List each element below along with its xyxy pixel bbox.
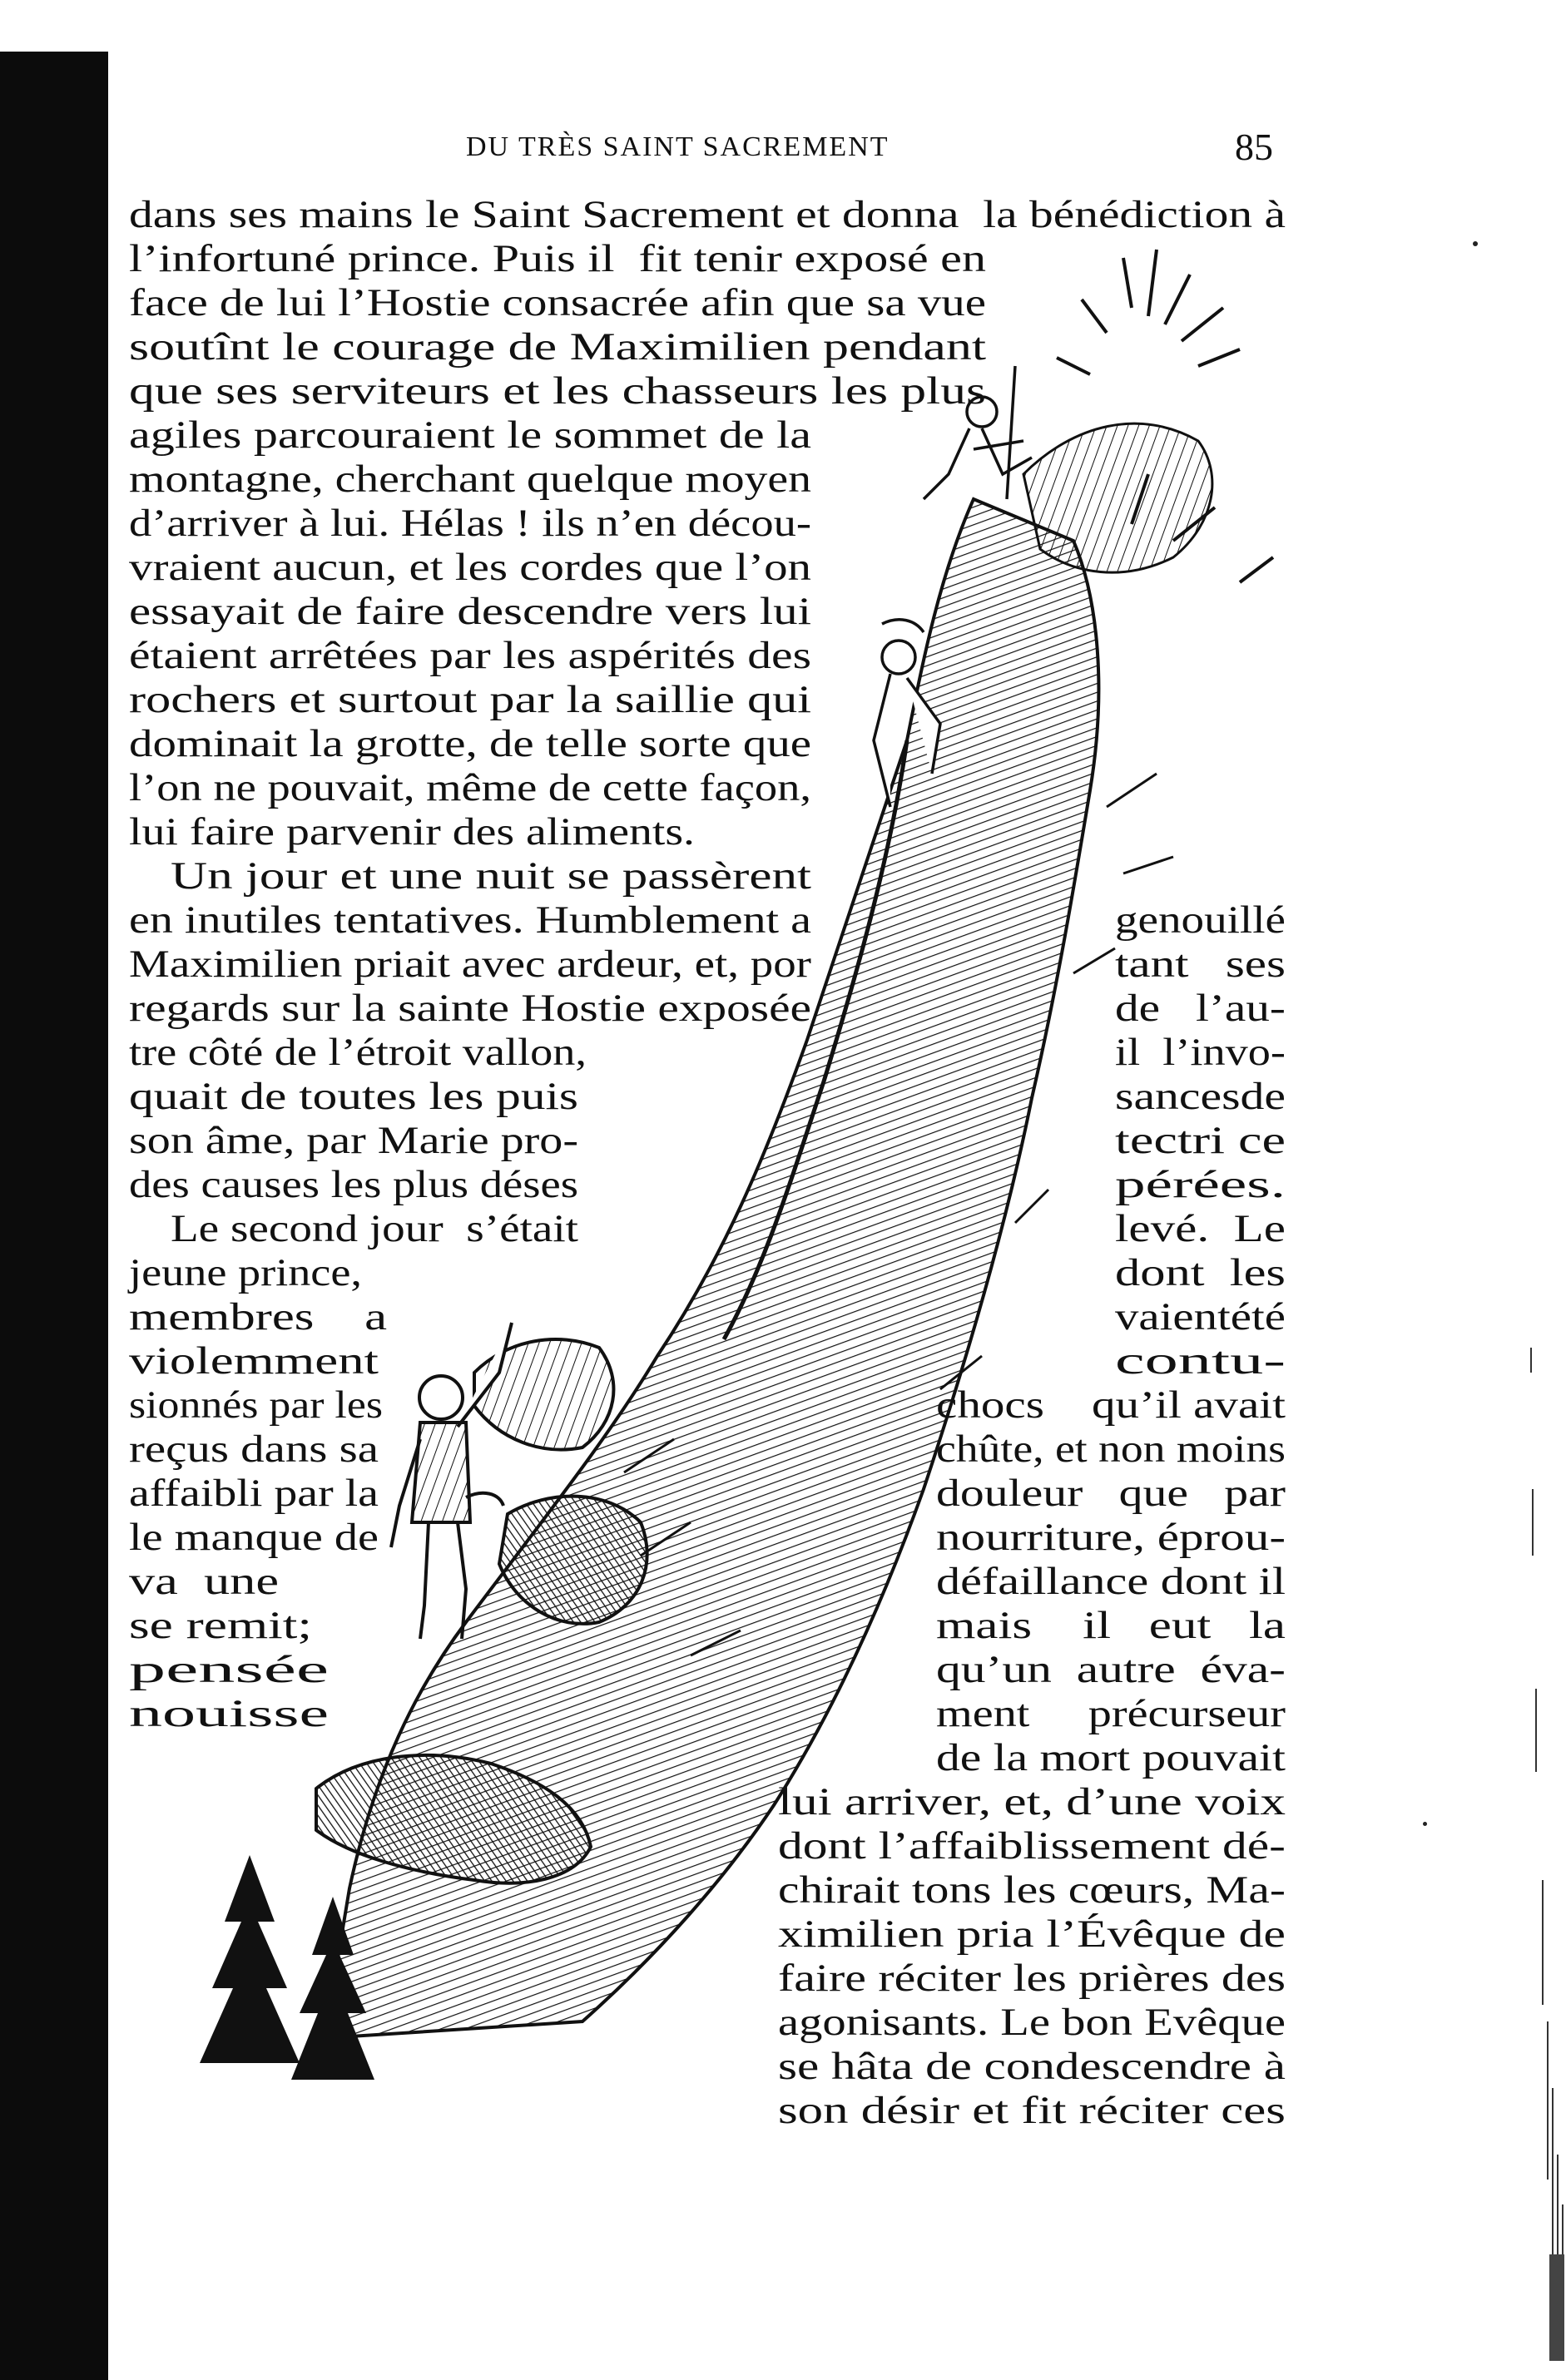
text-line: reçus dans sa — [129, 1428, 379, 1471]
text-line: nourriture, éprou- — [936, 1516, 1286, 1559]
text-line: montagne, cherchant quelque moyen — [129, 458, 812, 501]
text-line: lui arriver, et, d’une voix — [778, 1780, 1286, 1823]
text-line: levé. Le — [1115, 1207, 1286, 1250]
text-line: tant ses — [1115, 943, 1286, 986]
text-line: contu- — [1115, 1339, 1286, 1383]
text-line: rochers et surtout par la saillie qui — [129, 678, 812, 721]
text-line: dans ses mains le Saint Sacrement et donna la bénédiction à — [129, 193, 1286, 236]
margin-speck — [1473, 241, 1478, 246]
running-header: DU TRÈS SAINT SACREMENT — [466, 131, 890, 162]
text-line: pensée — [129, 1648, 329, 1691]
text-line: l’infortuné prince. Puis il fit tenir exposé en — [129, 237, 986, 280]
text-line: Le second jour s’était — [171, 1207, 579, 1250]
text-line: soutînt le courage de Maximilien pendant — [129, 325, 987, 369]
text-line: en inutiles tentatives. Humblement a — [129, 898, 811, 942]
text-line: le manque de — [129, 1516, 379, 1559]
text-line: qu’un autre éva- — [936, 1648, 1286, 1691]
text-line: Maximilien priait avec ardeur, et, por — [129, 943, 811, 986]
text-line: quait de toutes les puis — [129, 1075, 579, 1118]
text-line: que ses serviteurs et les chasseurs les plus — [129, 369, 986, 413]
text-line: son désir et fit réciter ces — [778, 2089, 1286, 2132]
text-line: des causes les plus déses — [129, 1163, 579, 1206]
text-line: faire réciter les prières des — [778, 1957, 1286, 2000]
text-line: ximilien pria l’Évêque de — [778, 1912, 1286, 1956]
text-line: essayait de faire descendre vers lui — [129, 590, 811, 633]
text-line: face de lui l’Hostie consacrée afin que sa vue — [129, 281, 987, 324]
text-line: tectri ce — [1115, 1119, 1286, 1162]
text-line: va une — [129, 1560, 279, 1603]
book-spine-shadow — [0, 52, 108, 2380]
margin-speck — [1423, 1822, 1427, 1826]
text-line: pérées. — [1115, 1163, 1286, 1206]
text-line: regards sur la sainte Hostie exposée — [129, 987, 812, 1030]
text-line: dont les — [1115, 1251, 1286, 1294]
text-line: agonisants. Le bon Evêque — [778, 2001, 1286, 2044]
text-line: son âme, par Marie pro- — [129, 1119, 578, 1162]
text-line: étaient arrêtées par les aspérités des — [129, 634, 812, 677]
text-line: se hâta de condescendre à — [778, 2045, 1286, 2088]
text-line: mais il eut la — [936, 1604, 1286, 1647]
text-line: nouisse — [129, 1692, 329, 1735]
text-line: il l’invo- — [1115, 1031, 1286, 1074]
text-line: chirait tons les cœurs, Ma- — [778, 1868, 1286, 1912]
text-line: lui faire parvenir des aliments. — [129, 810, 696, 854]
text-line: sancesde — [1115, 1075, 1286, 1118]
text-line: vaientété — [1115, 1295, 1286, 1338]
text-line: d’arriver à lui. Hélas ! ils n’en décou- — [129, 502, 812, 545]
text-line: dont l’affaiblissement dé- — [778, 1824, 1286, 1868]
text-line: douleur que par — [936, 1472, 1286, 1515]
text-line: sionnés par les — [129, 1383, 383, 1427]
text-line: chûte, et non moins — [936, 1428, 1286, 1471]
scan-edge-noise — [1528, 1339, 1566, 2363]
text-line: jeune prince, — [129, 1251, 363, 1294]
text-line: Un jour et une nuit se passèrent — [171, 854, 811, 898]
text-line: ment précurseur — [936, 1692, 1286, 1735]
text-line: violemment — [129, 1339, 379, 1383]
text-line: chocs qu’il avait — [936, 1383, 1286, 1427]
text-line: membres a — [129, 1295, 387, 1338]
text-line: agiles parcouraient le sommet de la — [129, 413, 811, 457]
text-line: affaibli par la — [129, 1472, 379, 1515]
text-line: se remit; — [129, 1604, 312, 1647]
text-line: défaillance dont il — [936, 1560, 1286, 1603]
text-line: de la mort pouvait — [936, 1736, 1286, 1779]
text-line: l’on ne pouvait, même de cette façon, — [129, 766, 812, 809]
text-line: dominait la grotte, de telle sorte que — [129, 722, 812, 765]
text-line: de l’au- — [1115, 987, 1286, 1030]
text-line: tre côté de l’étroit vallon, — [129, 1031, 587, 1074]
text-line: vraient aucun, et les cordes que l’on — [129, 546, 811, 589]
text-line: genouillé — [1115, 898, 1286, 942]
page-number: 85 — [1235, 126, 1273, 168]
